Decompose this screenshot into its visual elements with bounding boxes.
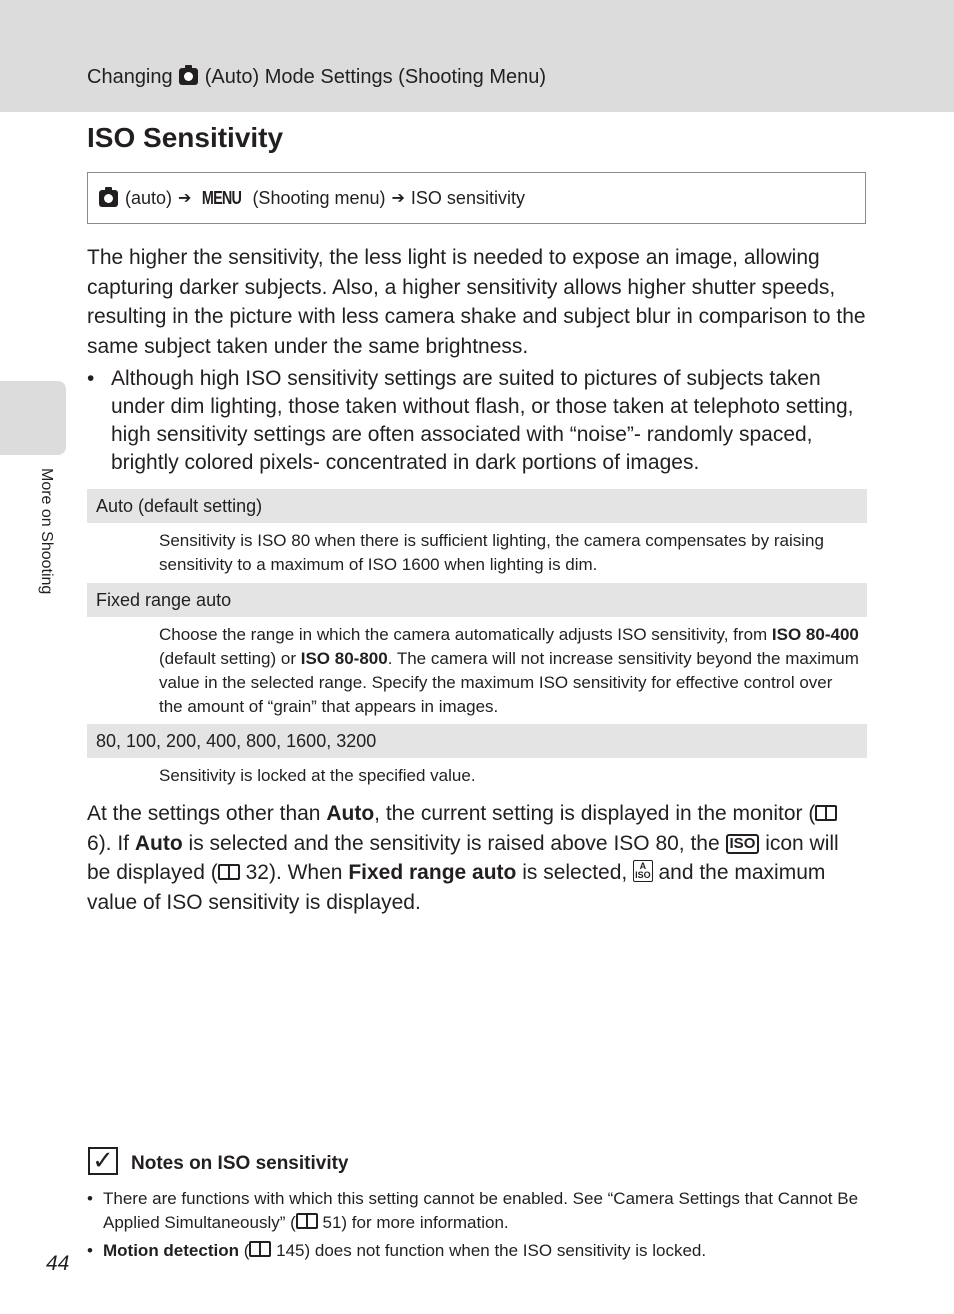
iso-auto-icon bbox=[633, 860, 653, 882]
camera-auto-icon bbox=[99, 190, 118, 207]
iso-auto-top: A bbox=[639, 861, 647, 872]
camera-auto-icon bbox=[179, 68, 198, 85]
bullet-dot-icon: • bbox=[87, 1241, 93, 1260]
summary-text: icon will be displayed ( bbox=[87, 831, 839, 885]
side-tab bbox=[0, 381, 66, 455]
iso-auto-bottom: ISO bbox=[635, 870, 651, 881]
summary-bold: Auto bbox=[134, 831, 183, 855]
note-item bbox=[87, 1187, 867, 1235]
side-tab-label: More on Shooting bbox=[38, 468, 55, 595]
summary-bold: Auto bbox=[326, 802, 375, 825]
note-text-part: ) does not function when the ISO sensitivity is locked. bbox=[304, 1241, 707, 1260]
summary-bold: Fixed range auto bbox=[348, 861, 517, 885]
desc-text: (default setting) or bbox=[159, 649, 297, 668]
option-desc-auto: Sensitivity is ISO 80 when there is sufficient lighting, the camera compensates by raising sensitivity to a maximum of ISO 1600 when lighting is dim. bbox=[159, 531, 824, 574]
noise-bullet-text: Although high ISO sensitivity settings are suited to pictures of subjects taken under dim lighting, those taken without flash, or those taken at telephoto setting, high sensitivity settings are often associated with “noise”- randomly spaced, brightly colored pixels- concentrated in dark portions of images. bbox=[111, 367, 854, 474]
note-text-part: There are functions with which this setting cannot be enabled. See “Camera Settings that Cannot Be Applied Simultaneously” ( bbox=[103, 1189, 859, 1232]
desc-text: Choose the range in which the camera automatically adjusts ISO sensitivity, from bbox=[159, 625, 768, 644]
bullet-dot-icon: • bbox=[87, 1189, 93, 1208]
summary-text: At the settings other than bbox=[87, 802, 321, 825]
menu-path-box bbox=[87, 172, 866, 224]
summary-text: ). When bbox=[268, 861, 343, 885]
page-ref: 145 bbox=[276, 1241, 305, 1260]
page-ref: 51 bbox=[322, 1213, 342, 1232]
check-icon: ✓ bbox=[88, 1147, 118, 1175]
arrow-right-icon: ➔ bbox=[178, 190, 192, 207]
page-reference-icon bbox=[218, 864, 240, 880]
summary-paragraph bbox=[87, 799, 867, 917]
menu-button-icon: MENU bbox=[202, 187, 242, 208]
page-number: 44 bbox=[46, 1252, 70, 1275]
summary-text: and the maximum value of ISO sensitivity is displayed. bbox=[87, 861, 826, 914]
note-text bbox=[103, 1239, 867, 1263]
iso-icon: ISO bbox=[726, 834, 760, 854]
desc-bold: ISO 80-400 bbox=[771, 625, 859, 644]
summary-text: ). If bbox=[98, 831, 130, 855]
notes-title: Notes on ISO sensitivity bbox=[131, 1153, 349, 1174]
menu-path-item: ISO sensitivity bbox=[410, 187, 525, 208]
header-prefix: Changing bbox=[87, 66, 173, 88]
summary-text: , the current setting is displayed in the monitor ( bbox=[374, 802, 816, 825]
option-desc-fixed-range bbox=[159, 623, 859, 719]
page-ref: 32 bbox=[245, 861, 269, 885]
summary-text: is selected and the sensitivity is raised above ISO 80, the bbox=[188, 831, 720, 855]
intro-paragraph: The higher the sensitivity, the less light is needed to expose an image, allowing capturing darker subjects. Also, a higher sensitivity allows higher shutter speeds, resulting in the picture with less camera shake and subject blur in comparison to the same subject taken under the same brightness. bbox=[87, 246, 866, 358]
page-ref: 6 bbox=[87, 831, 99, 855]
desc-text: . The camera will not increase sensitivity beyond the maximum value in the selected range. Specify the maximum ISO sensitivity for effective control over the amount of “grain” that appears in images. bbox=[159, 649, 859, 716]
running-header bbox=[87, 66, 546, 89]
page-title: ISO Sensitivity bbox=[87, 122, 284, 153]
header-band bbox=[0, 0, 954, 112]
note-text bbox=[103, 1187, 867, 1235]
page-reference-icon bbox=[296, 1213, 318, 1229]
option-header-auto: Auto (default setting) bbox=[87, 489, 867, 523]
note-text-part: ( bbox=[243, 1241, 250, 1260]
page-reference-icon bbox=[249, 1241, 271, 1257]
noise-bullet bbox=[87, 365, 867, 477]
desc-bold: ISO 80-800 bbox=[300, 649, 388, 668]
arrow-right-icon: ➔ bbox=[391, 190, 405, 207]
note-bold: Motion detection bbox=[103, 1241, 239, 1260]
menu-path-auto: (auto) bbox=[125, 187, 173, 208]
note-item bbox=[87, 1239, 867, 1263]
menu-path-shooting: (Shooting menu) bbox=[252, 187, 386, 208]
option-desc-fixed-values: Sensitivity is locked at the specified value. bbox=[159, 766, 476, 785]
option-header-fixed-values: 80, 100, 200, 400, 800, 1600, 3200 bbox=[87, 724, 867, 758]
bullet-dot-icon: • bbox=[87, 367, 95, 390]
summary-text: is selected, bbox=[522, 861, 628, 885]
header-suffix: (Auto) Mode Settings (Shooting Menu) bbox=[204, 66, 547, 88]
option-header-fixed-range: Fixed range auto bbox=[87, 583, 867, 617]
page-reference-icon bbox=[815, 805, 837, 821]
note-text-part: ) for more information. bbox=[341, 1213, 509, 1232]
